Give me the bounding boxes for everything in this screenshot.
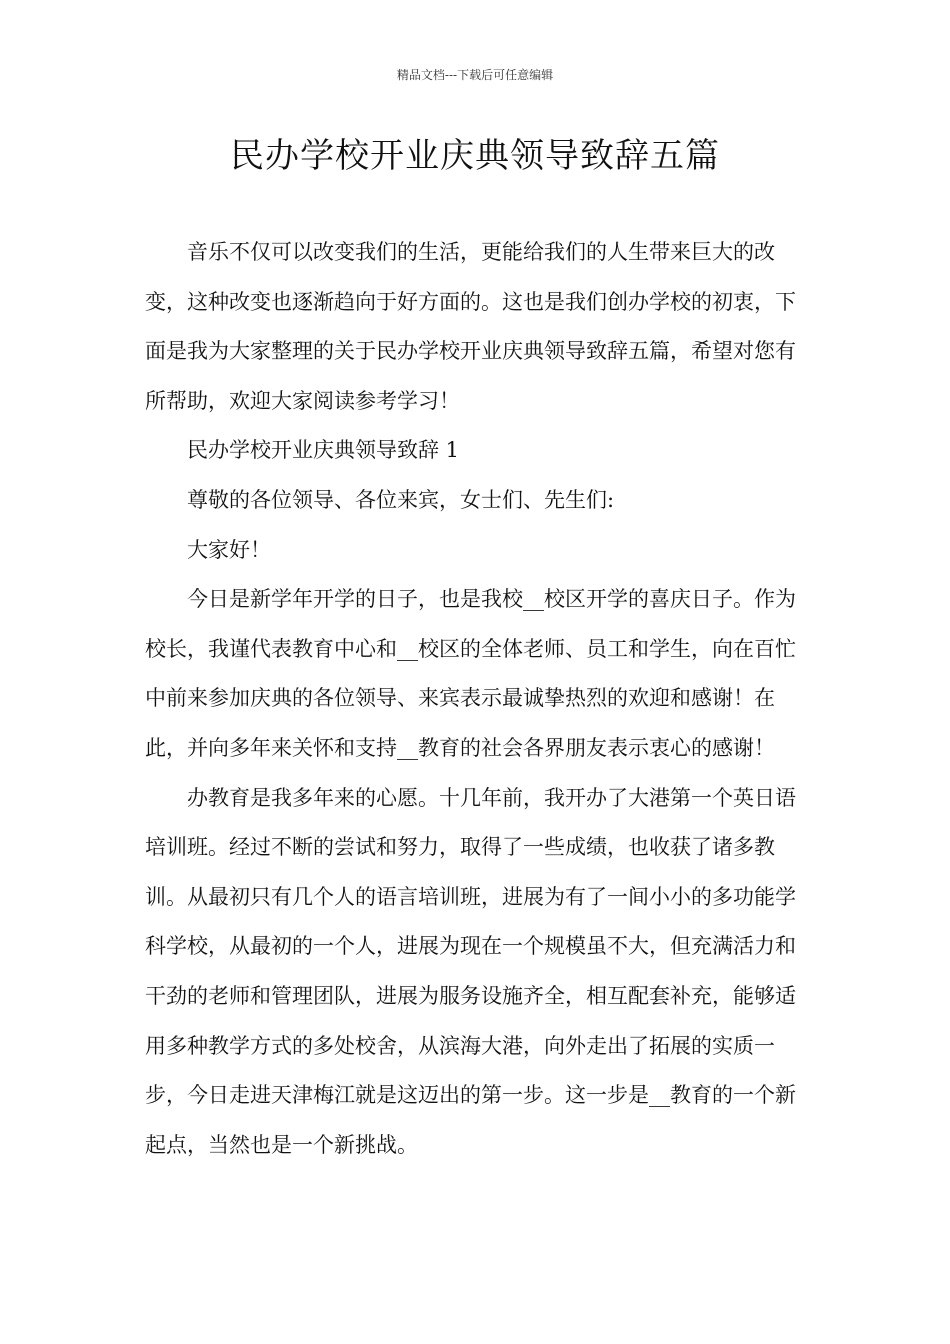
section-heading: 民办学校开业庆典领导致辞 1 <box>187 438 460 463</box>
paragraph-greeting: 大家好！ <box>187 537 271 562</box>
paragraph-salutation: 尊敬的各位领导、各位来宾，女士们、先生们: <box>187 487 615 512</box>
document-title: 民办学校开业庆典领导致辞五篇 <box>230 136 720 176</box>
paragraph-intro: 音乐不仅可以改变我们的生活，更能给我们的人生带来巨大的改变，这种改变也逐渐趋向于好方面的。这也是我们创办学校的初衷，下面是我为大家整理的关于民办学校开业庆典领导致辞五篇，希望对您有所帮助，欢迎大家阅读参考学习！ <box>145 240 796 413</box>
document-body <box>145 228 809 1170</box>
paragraph-history: 办教育是我多年来的心愿。十几年前，我开办了大港第一个英日语培训班。经过不断的尝试和努力，取得了一些成绩，也收获了诸多教训。从最初只有几个人的语言培训班，进展为有了一间小小的多功能学科学校，从最初的一个人，进展为现在一个规模虽不大，但充满活力和干劲的老师和管理团队，进展为服务设施齐全，相互配套补充，能够适用多种教学方式的多处校舍，从滨海大港，向外走出了拓展的实质一步，今日走进天津梅江就是这迈出的第一步。这一步是__教育的一个新起点，当然也是一个新挑战。 <box>145 785 796 1157</box>
header-note: 精品文档---下载后可任意编辑 <box>396 68 554 82</box>
paragraph-welcome: 今日是新学年开学的日子，也是我校__校区开学的喜庆日子。作为校长，我谨代表教育中心和__校区的全体老师、员工和学生，向在百忙中前来参加庆典的各位领导、来宾表示最诚挚热烈的欢迎和感谢！在此，并向多年来关怀和支持__教育的社会各界朋友表示衷心的感谢！ <box>145 587 796 760</box>
